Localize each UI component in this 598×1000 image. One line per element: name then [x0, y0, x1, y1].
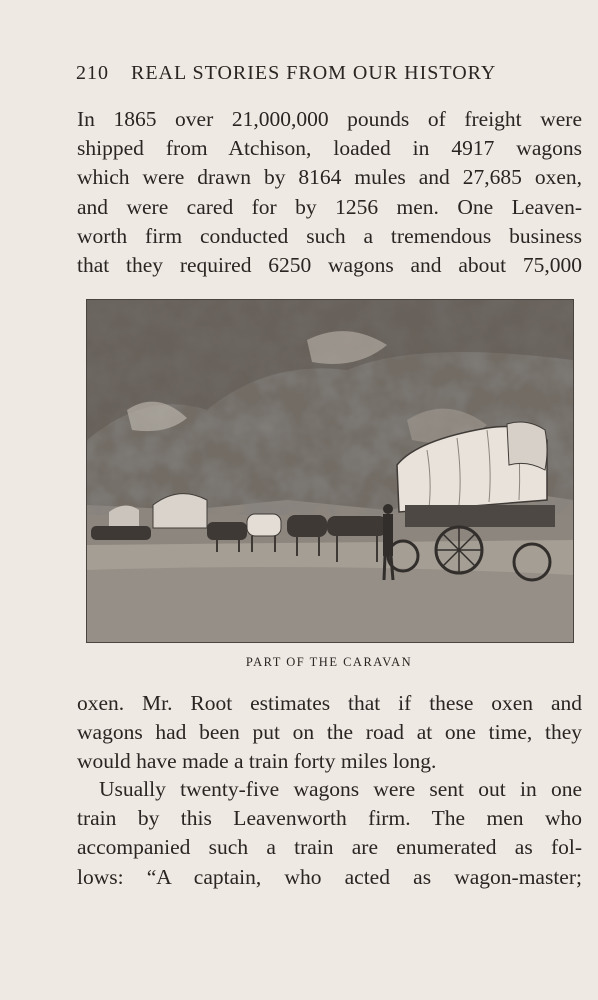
figure-caption: PART OF THE CARAVAN	[245, 655, 413, 669]
text-line: accompanied such a train are enumerated as fol-	[77, 835, 582, 860]
text-line: Usually twenty-five wagons were sent out in one	[99, 777, 582, 801]
text-line: worth firm conducted such a tremendous business	[77, 223, 582, 248]
caravan-photo-illustration	[87, 300, 573, 642]
text-line: train by this Leavenworth firm. The men who	[77, 806, 582, 831]
text-line: In 1865 over 21,000,000 pounds of freight were	[77, 107, 582, 131]
text-line: that they required 6250 wagons and about 75,000	[77, 253, 582, 278]
text-line: shipped from Atchison, loaded in 4917 wagons	[77, 136, 582, 161]
text-line: wagons had been put on the road at one time, they	[77, 720, 582, 745]
page-number: 210	[76, 62, 109, 84]
text-line: oxen. Mr. Root estimates that if these oxen and	[77, 691, 582, 715]
text-line: would have made a train forty miles long.	[77, 749, 437, 774]
paragraph-train-crew	[77, 775, 582, 892]
caravan-photograph	[86, 299, 574, 643]
text-line: which were drawn by 8164 mules and 27,685 oxen,	[77, 165, 582, 190]
paragraph-freight-statistics	[77, 105, 582, 280]
text-line: lows: “A captain, who acted as wagon-master;	[77, 864, 582, 889]
paragraph-train-length	[77, 689, 582, 777]
running-header	[76, 62, 546, 90]
text-line: and were cared for by 1256 men. One Leaven-	[77, 194, 582, 219]
running-title: REAL STORIES FROM OUR HISTORY	[131, 62, 497, 84]
